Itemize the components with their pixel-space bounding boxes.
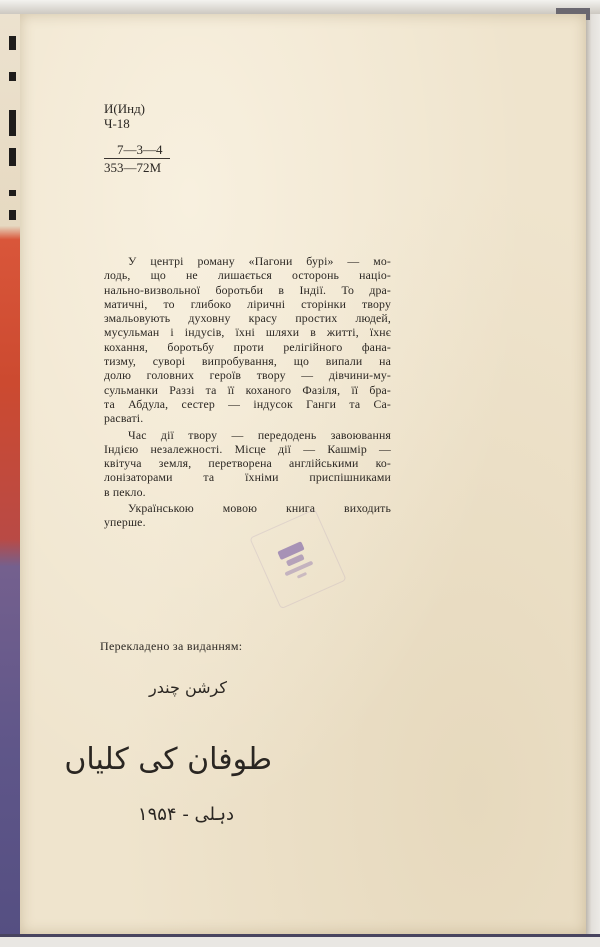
annotation-paragraph — [104, 501, 391, 530]
original-title: طوفان کی کلیاں — [64, 742, 272, 777]
spine-mark — [9, 148, 16, 166]
annotation-line: уперше. — [104, 515, 146, 530]
scan-right-edge — [586, 14, 600, 935]
spine-mark — [9, 210, 16, 220]
catalog-code-top: 7—3—4 — [117, 142, 163, 157]
annotation-line: Українською мовою книга виходить — [128, 501, 391, 516]
catalog-classification: И(Инд) — [104, 101, 146, 116]
annotation-line: Індією незалежності. Місце дії — Кашмір — — [104, 441, 391, 456]
catalog-author-mark: Ч-18 — [104, 116, 130, 131]
annotation-line: лонізаторами та їхніми приспішниками — [104, 470, 391, 485]
translation-source-note: Перекладено за виданням: — [100, 639, 243, 653]
scan-bottom-edge — [0, 934, 600, 947]
scan-top-edge — [0, 0, 600, 14]
annotation-line: лодь, що не лишається осторонь націо- — [104, 268, 391, 283]
annotation-line: змальовують духовну красу простих людей, — [104, 311, 391, 326]
annotation-line: долю головних героїв твору — дівчини-му- — [104, 368, 391, 383]
book-annotation — [104, 254, 391, 532]
annotation-line: расваті. — [104, 411, 144, 426]
annotation-line: Час дії твору — передодень завоювання — [128, 427, 391, 442]
catalog-code-divider — [104, 158, 170, 159]
original-imprint: دہلی - ۱۹۵۴ — [137, 804, 235, 825]
annotation-line: та Абдула, сестер — індусок Ганги та Са- — [104, 396, 391, 411]
book-spine-edge — [0, 14, 21, 935]
annotation-paragraph — [104, 428, 391, 499]
spine-mark — [9, 72, 16, 81]
annotation-paragraph — [104, 254, 391, 426]
spine-mark — [9, 36, 16, 50]
annotation-line: мусульман і індусів, їхні шляхи в житті, їхнє — [104, 325, 391, 340]
catalog-code-bottom: 353—72М — [104, 160, 162, 175]
spine-mark — [9, 190, 16, 196]
spine-mark — [9, 110, 16, 136]
original-author: کرشن چندر — [149, 678, 227, 697]
annotation-line: нально-визвольної боротьби в Індії. То дра- — [104, 282, 391, 297]
annotation-line: квітуча земля, перетворена англійськими ко- — [104, 456, 391, 471]
annotation-line: У центрі роману «Пагони бурі» — мо- — [128, 254, 391, 268]
annotation-line: матичні, то глибоко ліричні сторінки твору — [104, 296, 391, 311]
annotation-line: сульманки Раззі та її коханого Фазіля, її бра- — [104, 382, 391, 397]
annotation-line: в пекло. — [104, 484, 146, 499]
annotation-line: тизму, суворі випробування, що випали на — [104, 354, 391, 369]
annotation-line: кохання, боротьбу проти релігійного фана- — [104, 339, 391, 354]
